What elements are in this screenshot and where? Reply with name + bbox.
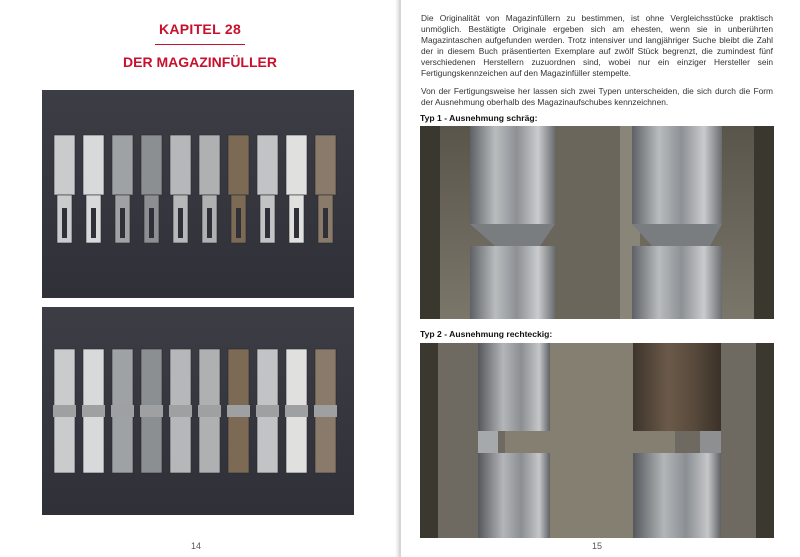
magazine-filler-item <box>170 135 191 243</box>
type-2-label: Typ 2 - Ausnehmung rechteckig: <box>420 329 553 339</box>
magazine-filler-item <box>285 349 308 473</box>
magazine-filler-item <box>286 135 307 243</box>
left-page <box>0 0 398 557</box>
magazine-filler-item <box>140 349 163 473</box>
page-number-right: 15 <box>592 541 603 551</box>
chapter-title: KAPITEL 28 <box>158 21 242 37</box>
magazine-filler-item <box>227 349 250 473</box>
magazine-filler-item <box>257 135 278 243</box>
chapter-subtitle: DER MAGAZINFÜLLER <box>123 54 277 70</box>
type-1-label: Typ 1 - Ausnehmung schräg: <box>420 113 538 123</box>
magazine-filler-item <box>54 135 75 243</box>
magazine-filler-item <box>141 135 162 243</box>
title-rule <box>155 44 245 45</box>
magazine-filler-item <box>228 135 249 243</box>
magazine-filler-item <box>112 135 133 243</box>
page-number-left: 14 <box>191 541 202 551</box>
photo-fillers-back-view <box>42 307 354 515</box>
magazine-filler-item <box>82 349 105 473</box>
photo-fillers-side-view <box>42 90 354 298</box>
magazine-filler-item <box>199 135 220 243</box>
photo-type-1-slanted-recess <box>420 126 774 319</box>
magazine-filler-item <box>256 349 279 473</box>
magazine-filler-item <box>314 349 337 473</box>
magazine-filler-item <box>111 349 134 473</box>
magazine-filler-item <box>53 349 76 473</box>
body-paragraph-2: Von der Fertigungsweise her lassen sich zwei Typen unterscheiden, die sich durch die Form der Ausnehmung oberhalb des Magazinaufschubes kennzeichnen. <box>421 86 773 107</box>
magazine-filler-item <box>198 349 221 473</box>
magazine-filler-item <box>83 135 104 243</box>
body-paragraph-1: Die Originalität von Magazinfüllern zu bestimmen, ist ohne Vergleichsstücke praktisch unmöglich. Bestätigte Originale ergeben sich am ehesten, wenn sie in unberührten Magazintaschen aufgefunden werden. Trotz intensiver und langjähriger Suche bleibt die Zahl der in diesem Buch präsentierten Exemplare auf zwölf Stück begrenzt, die zumindest fünf verschiedenen Herstellern zuzuordnen sind, wobei nur ein einziger Hersteller sein Fertigungskennzeichen auf den Magazinfüller stempelte. <box>421 13 773 78</box>
magazine-filler-item <box>169 349 192 473</box>
photo-type-2-rectangular-recess <box>420 343 774 538</box>
magazine-filler-item <box>315 135 336 243</box>
